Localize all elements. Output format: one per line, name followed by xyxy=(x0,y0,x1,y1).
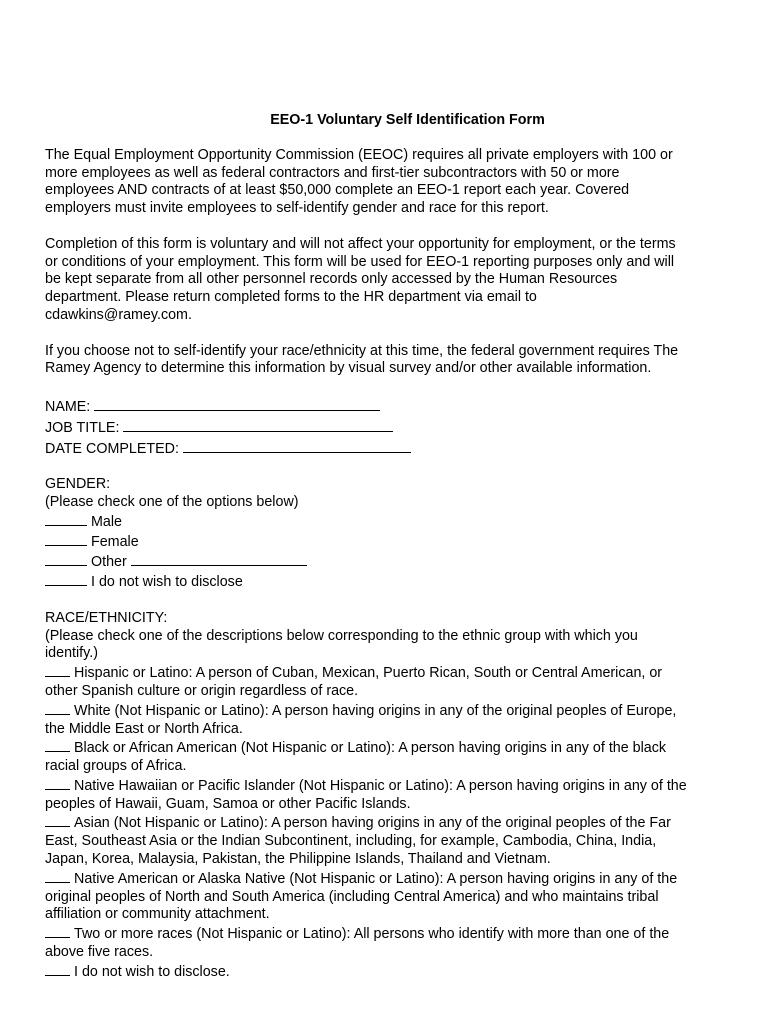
eeoc-requirement-paragraph xyxy=(45,147,730,218)
other-label: Other xyxy=(91,554,127,571)
female-label: Female xyxy=(91,533,139,550)
paragraph-line: If you choose not to self-identify your race/ethnicity at this time, the federal government requires The xyxy=(45,342,679,359)
pacific-text: Native Hawaiian or Pacific Islander (Not Hispanic or Latino): A person having origins in any of the xyxy=(74,777,687,794)
race-instruction-line: (Please check one of the descriptions below corresponding to the ethnic group with which you xyxy=(45,627,638,644)
hispanic-text-cont: other Spanish culture or origin regardless of race. xyxy=(45,682,359,699)
gender-option-female xyxy=(45,532,730,552)
asian-text: Asian (Not Hispanic or Latino): A person having origins in any of the original peoples of the Far xyxy=(74,815,671,832)
paragraph-line: Completion of this form is voluntary and will not affect your opportunity for employment, or the terms xyxy=(45,235,676,252)
date-completed-label: DATE COMPLETED: xyxy=(45,440,179,457)
race-instruction-line: identify.) xyxy=(45,645,98,662)
race-option-hispanic xyxy=(45,663,730,683)
paragraph-line: employees AND contracts of at least $50,000 complete an EEO-1 report each year. Covered xyxy=(45,182,630,199)
black-text-cont: racial groups of Africa. xyxy=(45,758,187,775)
decline-gender-check-blank[interactable] xyxy=(45,572,87,586)
two-or-more-check-blank[interactable] xyxy=(45,924,70,938)
male-check-blank[interactable] xyxy=(45,512,87,526)
date-completed-field[interactable] xyxy=(183,438,411,453)
black-text: Black or African American (Not Hispanic or Latino): A person having origins in any of the black xyxy=(74,740,667,757)
white-text-cont: the Middle East or North Africa. xyxy=(45,720,243,737)
decline-gender-label: I do not wish to disclose xyxy=(91,574,243,591)
other-check-blank[interactable] xyxy=(45,552,87,566)
job-title-field-row xyxy=(45,417,730,438)
hispanic-check-blank[interactable] xyxy=(45,663,70,677)
asian-check-blank[interactable] xyxy=(45,813,70,827)
job-title-field[interactable] xyxy=(123,417,393,432)
paragraph-line: The Equal Employment Opportunity Commission (EEOC) requires all private employers with 100 or xyxy=(45,146,673,163)
date-completed-field-row xyxy=(45,438,730,459)
name-field[interactable] xyxy=(94,396,380,411)
asian-text-cont: Japan, Korea, Malaysia, Pakistan, the Philippine Islands, Thailand and Vietnam. xyxy=(45,851,551,868)
race-option-native-american xyxy=(45,869,730,889)
pacific-check-blank[interactable] xyxy=(45,776,70,790)
gender-section xyxy=(45,476,730,592)
race-heading: RACE/ETHNICITY: xyxy=(45,609,168,626)
male-label: Male xyxy=(91,513,122,530)
race-option-two-or-more xyxy=(45,924,730,944)
decline-race-text: I do not wish to disclose. xyxy=(74,963,230,980)
native-american-text-cont: affiliation or community attachment. xyxy=(45,906,270,923)
gender-option-other xyxy=(45,551,730,572)
two-or-more-text-cont: above five races. xyxy=(45,944,154,961)
white-check-blank[interactable] xyxy=(45,701,70,715)
job-title-label: JOB TITLE: xyxy=(45,419,120,436)
personal-info-fields xyxy=(45,396,730,458)
native-american-text: Native American or Alaska Native (Not Hispanic or Latino): A person having origins in any of the xyxy=(74,870,678,887)
hispanic-text: Hispanic or Latino: A person of Cuban, Mexican, Puerto Rican, South or Central American, or xyxy=(74,665,663,682)
native-american-check-blank[interactable] xyxy=(45,869,70,883)
race-option-decline xyxy=(45,962,730,982)
black-check-blank[interactable] xyxy=(45,738,70,752)
gender-option-decline xyxy=(45,572,730,592)
paragraph-line: or conditions of your employment. This form will be used for EEO-1 reporting purposes only and will xyxy=(45,253,675,270)
name-label: NAME: xyxy=(45,398,91,415)
name-field-row xyxy=(45,396,730,417)
form-page xyxy=(45,112,730,999)
pacific-text-cont: peoples of Hawaii, Guam, Samoa or other Pacific Islands. xyxy=(45,795,411,812)
race-option-asian xyxy=(45,813,730,833)
two-or-more-text: Two or more races (Not Hispanic or Latino): All persons who identify with more than one of the xyxy=(74,926,670,943)
white-text: White (Not Hispanic or Latino): A person having origins in any of the original peoples of Europe, xyxy=(74,702,677,719)
paragraph-line: more employees as well as federal contractors and first-tier subcontractors with 50 or more xyxy=(45,164,620,181)
race-option-black xyxy=(45,738,730,758)
decline-race-check-blank[interactable] xyxy=(45,962,70,976)
gender-instruction: (Please check one of the options below) xyxy=(45,493,299,510)
gender-option-male xyxy=(45,512,730,532)
asian-text-cont: East, Southeast Asia or the Indian Subcontinent, including, for example, Cambodia, China, India, xyxy=(45,833,657,850)
native-american-text-cont: original peoples of North and South America (including Central America) and who maintains tribal xyxy=(45,888,659,905)
other-specify-field[interactable] xyxy=(131,551,307,566)
form-title: EEO-1 Voluntary Self Identification Form xyxy=(270,112,545,128)
race-section xyxy=(45,610,730,982)
gender-heading: GENDER: xyxy=(45,476,111,493)
voluntary-completion-paragraph xyxy=(45,236,730,325)
race-option-white xyxy=(45,701,730,721)
paragraph-line: employers must invite employees to self-identify gender and race for this report. xyxy=(45,200,549,217)
visual-survey-paragraph xyxy=(45,343,730,379)
race-option-pacific xyxy=(45,776,730,796)
paragraph-line: department. Please return completed forms to the HR department via email to xyxy=(45,289,537,306)
female-check-blank[interactable] xyxy=(45,532,87,546)
paragraph-line: be kept separate from all other personnel records only accessed by the Human Resources xyxy=(45,271,618,288)
paragraph-line: cdawkins@ramey.com. xyxy=(45,306,192,323)
paragraph-line: Ramey Agency to determine this information by visual survey and/or other available information. xyxy=(45,360,652,377)
